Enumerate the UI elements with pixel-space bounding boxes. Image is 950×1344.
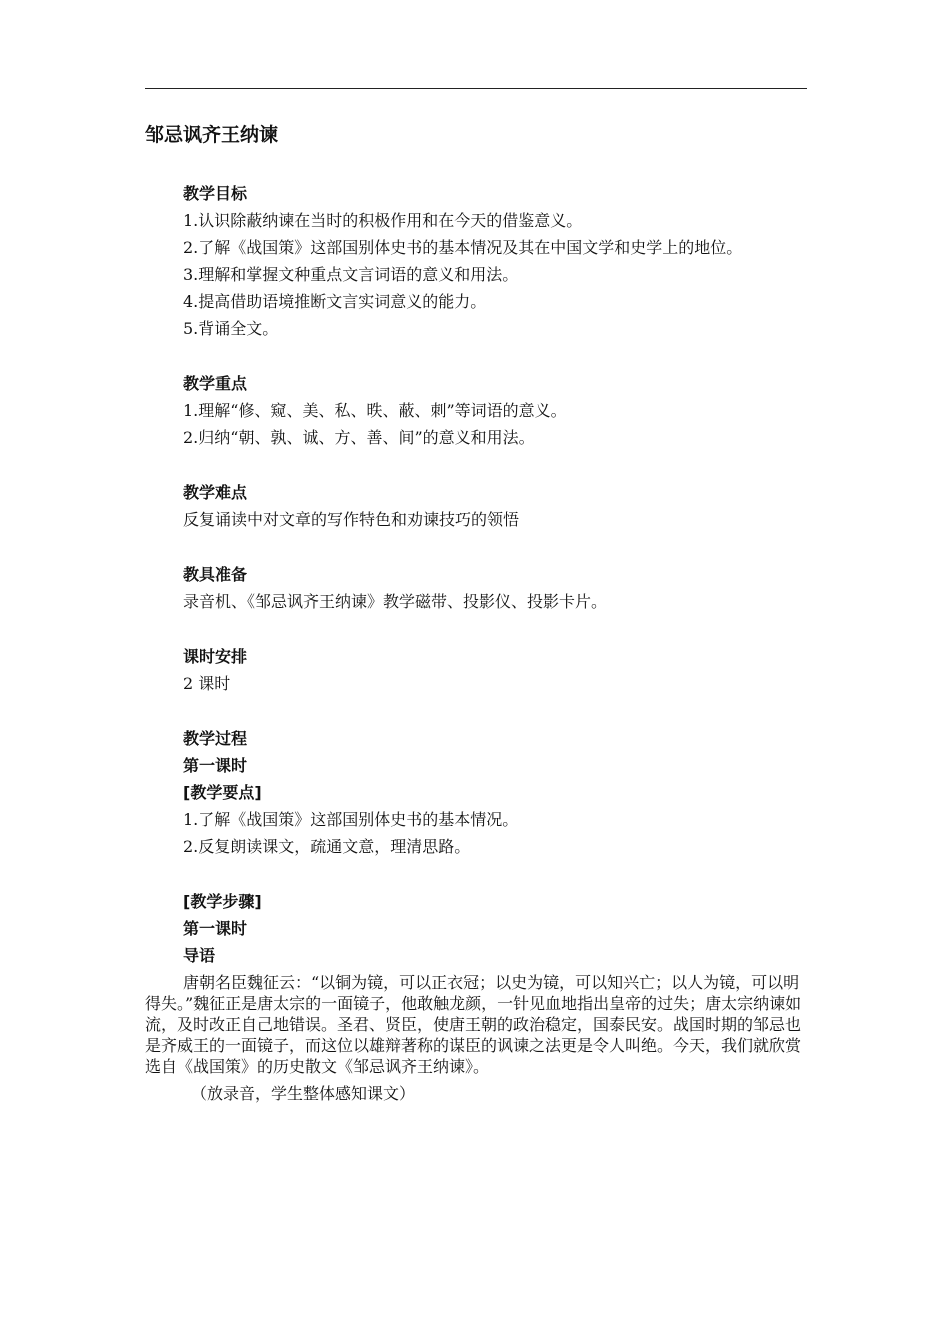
document-title: 邹忌讽齐王纳谏 <box>145 124 279 146</box>
steps-lesson-heading: 第一课时 <box>183 919 248 938</box>
goals-heading: 教学目标 <box>183 184 248 203</box>
schedule-heading: 课时安排 <box>183 647 248 666</box>
steps-heading: [教学步骤] <box>183 892 262 911</box>
difficulties-heading: 教学难点 <box>183 483 248 502</box>
process-heading: 教学过程 <box>183 729 248 748</box>
intro-heading: 导语 <box>183 946 216 965</box>
tools-heading: 教具准备 <box>183 565 248 584</box>
recording-note: （放录音，学生整体感知课文） <box>191 1084 416 1103</box>
schedule-text: 2 课时 <box>183 674 231 693</box>
lesson1-heading: 第一课时 <box>183 756 248 775</box>
section-process <box>145 725 807 1107</box>
lesson-point-2: 2.反复朗读课文，疏通文意，理清思路。 <box>183 837 471 856</box>
key-point-1: 1.理解“修、窥、美、私、昳、蔽、刺”等词语的意义。 <box>183 401 567 420</box>
intro-text: 唐朝名臣魏征云：“以铜为镜，可以正衣冠；以史为镜，可以知兴亡；以人为镜，可以明得失。”魏征正是唐太宗的一面镜子，他敢触龙颜，一针见血地指出皇帝的过失；唐太宗纳谏如流，及时改正自己地错误。圣君、贤臣，使唐王朝的政治稳定，国泰民安。战国时期的邹忌也是齐威王的一面镜子，而这位以雄辩著称的谋臣的讽谏之法更是令人叫绝。今天，我们就欣赏选自《战国策》的历史散文《邹忌讽齐王纳谏》。 <box>145 973 802 1076</box>
section-schedule <box>145 643 807 697</box>
tools-text: 录音机、《邹忌讽齐王纳谏》教学磁带、投影仪、投影卡片。 <box>183 592 608 611</box>
section-goals <box>145 180 807 342</box>
goal-item-3: 3.理解和掌握文种重点文言词语的意义和用法。 <box>183 265 519 284</box>
goal-item-5: 5.背诵全文。 <box>183 319 279 338</box>
goal-item-4: 4.提高借助语境推断文言实词意义的能力。 <box>183 292 487 311</box>
key-point-2: 2.归纳“朝、孰、诚、方、善、间”的意义和用法。 <box>183 428 535 447</box>
section-difficulties <box>145 479 807 533</box>
lesson-point-1: 1.了解《战国策》这部国别体史书的基本情况。 <box>183 810 519 829</box>
header-rule <box>145 88 807 89</box>
difficulties-text: 反复诵读中对文章的写作特色和劝谏技巧的领悟 <box>183 510 520 529</box>
goal-item-1: 1.认识除蔽纳谏在当时的积极作用和在今天的借鉴意义。 <box>183 211 583 230</box>
key-points-heading: 教学重点 <box>183 374 248 393</box>
section-tools <box>145 561 807 615</box>
goal-item-2: 2.了解《战国策》这部国别体史书的基本情况及其在中国文学和史学上的地位。 <box>183 238 743 257</box>
points-heading: [教学要点] <box>183 783 262 802</box>
section-key-points <box>145 370 807 451</box>
document-body <box>145 118 807 1107</box>
